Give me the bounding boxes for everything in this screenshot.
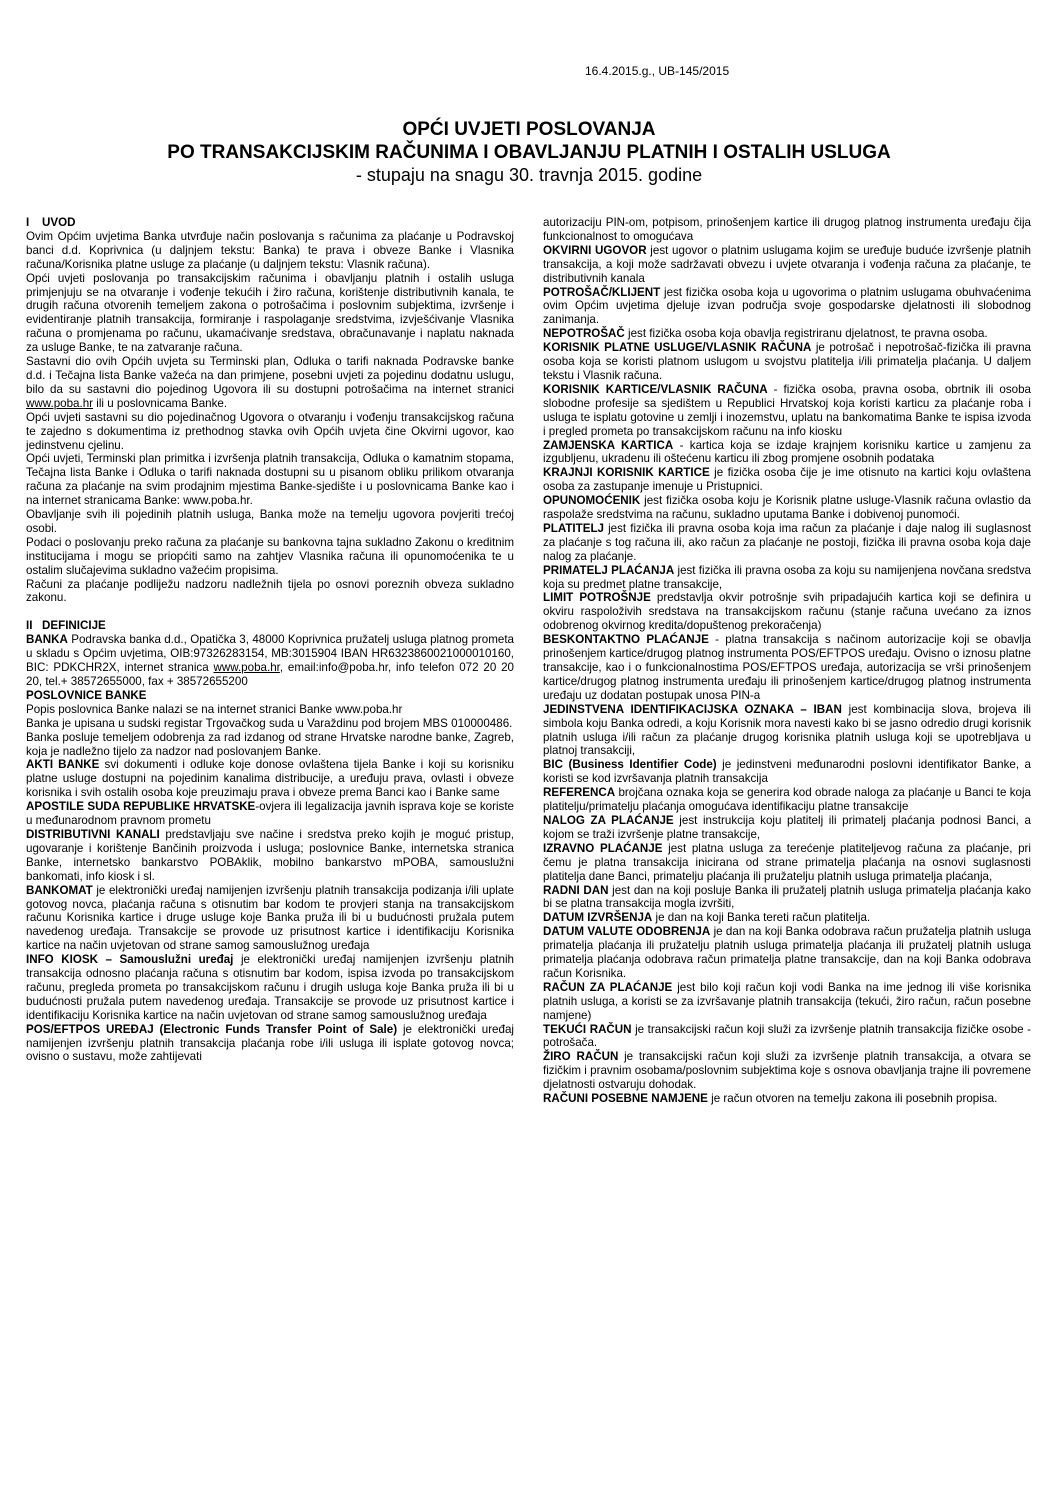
definition-iban: [543, 703, 1031, 759]
definition-okvirni-ugovor: [543, 244, 1031, 286]
paragraph: Banka posluje temeljem odobrenja za rad izdanog od strane Hrvatske narodne banke, Zagreb, koja je nadležno tijelo za nadzor nad poslovanjem Banke.: [26, 730, 514, 758]
definition-zamjenska-kartica: [543, 439, 1031, 467]
website-link[interactable]: www.poba.hr: [26, 396, 94, 410]
definition-text: Podravska banka d.d., Opatička 3, 48000 Koprivnica pružatelj usluga platnog prometa u skladu s Općim uvjetima, OIB:97326283154, MB:3015904 IBAN HR6323860021000010160, BIC: PDKCHR2X, internet stranica: [26, 633, 514, 675]
definition-platitelj: [543, 522, 1031, 564]
website-link[interactable]: www.poba.hr: [213, 661, 280, 675]
term: NALOG ZA PLAĆANJE: [543, 813, 674, 827]
term: NEPOTROŠAČ: [543, 327, 625, 341]
paragraph: Računi za plaćanje podliježu nadzoru nadležnih tijela po osnovi poreznih obveza sukladno zakonu.: [26, 577, 514, 605]
paragraph: Opći uvjeti sastavni su dio pojedinačnog Ugovora o otvaranju i vođenju transakcijskog računa te zajedno s dokumentima iz prethodnog stavka ovih Općih uvjeta čine Okvirni ugovor, kao jedinstvenu cjelinu.: [26, 410, 514, 452]
section-number: II: [26, 619, 33, 633]
term: POTROŠAČ/KLIJENT: [543, 285, 661, 299]
definition-text: svi dokumenti i odluke koje donose ovlaštena tijela Banke i koji su korisniku platne usluge dostupni na pojedinim kanalima distribucije, a uređuju prava, ovlasti i obveze korisnika i svih ostalih osoba koje preuzimaju prava i obveze prema Banci kao i Banke same: [26, 758, 514, 800]
definition-text: je dan na koji Banka tereti račun platitelja.: [652, 911, 871, 925]
term: PLATITELJ: [543, 521, 604, 535]
definition-racun-za-placanje: [543, 981, 1031, 1023]
definition-info-kiosk: [26, 953, 514, 1023]
section-heading-definicije: [26, 619, 514, 633]
term: BANKOMAT: [26, 883, 93, 897]
definition-beskontaktno: [543, 633, 1031, 703]
paragraph: Banka je upisana u sudski registar Trgovačkog suda u Varaždinu pod brojem MBS 010000486.: [26, 716, 513, 730]
effective-date: - stupaju na snagu 30. travnja 2015. godine: [355, 165, 703, 185]
term: IZRAVNO PLAĆANJE: [543, 841, 663, 855]
spacer: [26, 605, 514, 619]
section-number: I: [26, 216, 30, 229]
paragraph: Opći uvjeti, Terminski plan primitka i izvršenja platnih transakcija, Odluka o kamatnim stopama, Tečajna lista Banke i Odluka o tarifi naknada dostupni su u pisanom obliku prilikom otvaranja računa za plaćanje na svim prodajnim mjestima Banke-sjedište i u poslovnicama Banke kao i na internet stranicama Banke: www.poba.hr.: [26, 452, 514, 508]
term: DATUM IZVRŠENJA: [543, 911, 653, 925]
definition-text: jest platna usluga za terećenje platiteljevog računa za plaćanje, pri čemu je platna transakcija inicirana od strane primatelja plaćanja na osnovi suglasnosti platitelja dane Banci, primatelju plaćanja ili pružatelju platnih usluga primatelja plaćanja,: [543, 841, 1031, 883]
definition-opunomocenik: [543, 494, 1031, 522]
definition-distributivni-kanali: [26, 828, 514, 884]
term: OPUNOMOĆENIK: [543, 494, 641, 508]
term: RADNI DAN: [543, 883, 609, 897]
definition-izravno-placanje: [543, 842, 1031, 884]
paragraph-text: ili u poslovnicama Banke.: [93, 396, 228, 410]
term: JEDINSTVENA IDENTIFIKACIJSKA OZNAKA – IBAN: [543, 702, 842, 716]
title-block: [0, 118, 1058, 187]
term: POS/EFTPOS UREĐAJ (Electronic Funds Transfer Point of Sale): [26, 1022, 398, 1036]
term: BIC (Business Identifier Code): [543, 758, 717, 772]
paragraph: [26, 355, 514, 411]
definition-apostile: [26, 800, 514, 828]
definition-referenca: [543, 786, 1031, 814]
term: BESKONTAKTNO PLAĆANJE: [543, 633, 709, 647]
definition-text: -ovjera ili legalizacija javnih isprava koje se koriste u međunarodnom pravnom prometu: [26, 800, 514, 828]
definition-banka: [26, 633, 514, 689]
definition-radni-dan: [543, 884, 1031, 912]
paragraph: Obavljanje svih ili pojedinih platnih usluga, Banka može na temelju ugovora povjeriti trećoj osobi.: [26, 508, 514, 535]
term: AKTI BANKE: [26, 758, 100, 772]
term: DATUM VALUTE ODOBRENJA: [543, 925, 711, 939]
definition-nepotrosac: [543, 327, 1031, 341]
document-title: OPĆI UVJETI POSLOVANJA: [402, 119, 656, 140]
paragraph-continued: autorizaciju PIN-om, potpisom, prinošenjem kartice ili drugog platnog instrumenta uređaju čija funkcionalnost to omogućava: [543, 216, 1031, 243]
term: OKVIRNI UGOVOR: [543, 243, 647, 257]
definition-text: je elektronički uređaj namijenjen izvršenju platnih transakcija podizanja i/ili uplate gotovog novca, plaćanja računa s otisnutim bar kodom te provjeri stanja na transakcijskom računu Korisnika kartice i druge usluge koje Banka pruža ili bi u budućnosti pružala putem navedenog uređaja. Transakcije se provode uz prisutnost kartice i identifikaciju Korisnika kartice na način uvjetovan od strane samog samouslužnog uređaja: [26, 883, 514, 953]
definition-tekuci-racun: [543, 1023, 1031, 1051]
paragraph: Popis poslovnica Banke nalazi se na internet stranici Banke www.poba.hr: [26, 702, 403, 716]
term: APOSTILE SUDA REPUBLIKE HRVATSKE: [26, 800, 256, 814]
term: ZAMJENSKA KARTICA: [543, 438, 674, 452]
term: TEKUĆI RAČUN: [543, 1022, 632, 1036]
definition-krajnji-korisnik: [543, 466, 1031, 494]
definition-text: je fizička osoba čije je ime otisnuto na kartici koju ovlaštena osoba za zastupanje imenuje u Pristupnici.: [543, 466, 1031, 494]
term: INFO KIOSK – Samouslužni uređaj: [26, 953, 234, 967]
definition-text: predstavlja okvir potrošnje svih pripadajućih kartica koji se definira u okviru raspoloživih sredstava na transakcijskom računu (stanje računa uvećano za iznos odobrenog okvirnog kredita/dopuštenog prekoračenja): [543, 591, 1031, 633]
term: REFERENCA: [543, 786, 616, 800]
definition-text: je račun otvoren na temelju zakona ili posebnih propisa.: [707, 1092, 998, 1106]
definition-text: je transakcijski račun koji služi za izvršenje platnih transakcija, a otvara se fizičkim i pravnim osobama/poslovnim subjektima koje s osnova obavljanja trajne ili povremene djelatnosti ostvaruju dohodak.: [543, 1050, 1031, 1092]
definition-racuni-posebne-namjene: [543, 1092, 1031, 1106]
definition-text: je transakcijski račun koji služi za izvršenje platnih transakcija fizičke osobe - potrošača.: [543, 1022, 1031, 1050]
definition-text: - platna transakcija s načinom autorizacije koji se obavlja prinošenjem kartice/drugog platnog instrumenta POS/EFTPOS uređaju. Ovisno o iznosu platne transakcije, kao i o funkcionalnostima POS/EFTPOS uređaja, autorizacija se vrši prinošenjem kartice/drugog platnog instrumenta uređaju ili prinošenjem kartice/drugog platnog instrumenta uređaju uz dodatan postupak unosa PIN-a: [543, 633, 1032, 702]
term: LIMIT POTROŠNJE: [543, 591, 651, 605]
definition-datum-valute: [543, 925, 1031, 981]
definition-ziro-racun: [543, 1050, 1031, 1092]
term: RAČUN ZA PLAĆANJE: [543, 980, 673, 994]
definition-limit-potrosnje: [543, 591, 1031, 633]
term: DISTRIBUTIVNI KANALI: [26, 827, 160, 841]
definition-text: jest kombinacija slova, brojeva ili simbola koju Banka odredi, a koju Korisnik mora navesti kako bi se jasno odredio drugi korisnik platnih usluga i/ili račun za plaćanje drugog korisnika platnih usluga koji se upotrebljava u platnoj transakciji,: [543, 702, 1032, 758]
section-title: UVOD: [42, 216, 76, 229]
term: ŽIRO RAČUN: [543, 1050, 619, 1064]
definition-text: jest bilo koji račun koji vodi Banka na ime jednog ili više korisnika platnih usluga, a koristi se za izvršavanje platnih transakcija (tekući, žiro račun, račun posebne namjene): [543, 980, 1031, 1022]
term-poslovnice: POSLOVNICE BANKE: [26, 688, 147, 702]
definition-text: jest fizička osoba koju je Korisnik platne usluge-Vlasnik računa ovlastio da raspolaže sredstvima na računu, sukladno uputama Banke i dobivenoj punomoći.: [543, 494, 1031, 522]
term: KORISNIK PLATNE USLUGE/VLASNIK RAČUNA: [543, 341, 812, 355]
definition-akti: [26, 758, 514, 800]
definition-text: jest instrukcija koju platitelj ili primatelj plaćanja podnosi Banci, a kojom se traži izvršenje platne transakcije,: [543, 813, 1031, 841]
definition-text: je dan na koji Banka odobrava račun pružatelja platnih usluga primatelja plaćanja ili pružatelju platnih usluga primatelja plaćanja ili pružatelj platnih usluga primatelja plaćanja odobrava račun primatelja platne transakcije, dan na koji Banka odobrava račun Korisnika.: [543, 925, 1031, 980]
definition-text: jest fizička osoba koja obavlja registriranu djelatnost, te pravna osoba.: [624, 327, 988, 341]
term: PRIMATELJ PLAĆANJA: [543, 563, 675, 577]
right-column: [543, 216, 1031, 1106]
paragraph: Ovim Općim uvjetima Banka utvrđuje način poslovanja s računima za plaćanje u Podravskoj banci d.d. Koprivnica (u daljnjem tekstu: Banka) te prava i obveze Banke i Vlasnika računa/Korisnika platne usluge za plaćanje (u daljnjem tekstu: Vlasnik računa).: [26, 229, 514, 271]
document-subtitle: PO TRANSAKCIJSKIM RAČUNIMA I OBAVLJANJU PLATNIH I OSTALIH USLUGA: [167, 142, 891, 163]
document-reference: 16.4.2015.g., UB-145/2015: [585, 64, 730, 78]
definition-text: jest fizička ili pravna osoba koja ima račun za plaćanje i daje nalog ili suglasnost za plaćanje s tog računa ili, ako račun za plaćanje ne postoji, fizička ili pravna osoba koja daje nalog za plaćanje.: [543, 521, 1031, 563]
definition-text: jest fizička ili pravna osoba za koju su namijenjena novčana sredstva koja su predmet platne transakcije,: [543, 563, 1031, 591]
section-heading-uvod: [26, 216, 514, 230]
definition-text: je potrošač i nepotrošač-fizička ili pravna osoba koja se koristi platnom uslugom u svojstvu platitelja i/ili primatelja plaćanja. U daljem tekstu i Vlasnik računa.: [543, 341, 1031, 382]
definition-text: jest fizička osoba koja u ugovorima o platnim uslugama obuhvaćenima ovim Općim uvjetima djeluje izvan područja svoje gospodarske djelatnosti ili slobodnog zanimanja.: [543, 285, 1031, 327]
term: RAČUNI POSEBNE NAMJENE: [543, 1092, 708, 1106]
paragraph: Opći uvjeti poslovanja po transakcijskim računima i obavljanju platnih i ostalih usluga primjenjuju se na otvaranje i vođenje tekućih i žiro računa, korištenje distributivnih kanala, te drugih računa otvorenih temeljem zakona o potrošačima i poslovnim subjektima, izvršenje i evidentiranje platnih transakcija, formiranje i raspolaganje sredstvima, izvješćivanje Vlasnika računa o promjenama po računu, ukamaćivanje sredstava, obračunavanje i naplatu naknada za usluge Banke, te na zatvaranje računa.: [26, 271, 514, 355]
definition-text: je jedinstveni međunarodni poslovni identifikator Banke, a koristi se kod izvršavanja platnih transakcija: [543, 758, 1031, 786]
definition-primatelj: [543, 564, 1031, 592]
paragraph: Podaci o poslovanju preko računa za plaćanje su bankovna tajna sukladno Zakonu o kreditnim institucijama i mogu se priopćiti samo na zahtjev Vlasnika računa ili opunomoćenika te u ostalim slučajevima sukladno važećim propisima.: [26, 535, 514, 577]
section-title: DEFINICIJE: [42, 619, 106, 633]
definition-text: predstavljaju sve načine i sredstva preko kojih je moguć pristup, ugovaranje i korištenje Bančinih proizvoda i usluga; poslovnice Banke, internetska stranica Banke, internetsko bankarstvo POBAklik, mobilno bankarstvo mPOBA, samouslužni bankomati, info kiosk i sl.: [26, 827, 514, 883]
definition-text: , email:info@poba.hr, info telefon 072 20 20 20, tel.+ 38572655000, fax + 38572655200: [26, 661, 514, 688]
definition-bankomat: [26, 884, 514, 954]
definition-korisnik-platne-usluge: [543, 341, 1031, 383]
definition-nalog: [543, 814, 1031, 842]
left-column: [26, 216, 514, 1064]
definition-text: - fizička osoba, pravna osoba, obrtnik ili osoba slobodne profesije sa sjedištem u Republici Hrvatskoj koja koristi karticu za plaćanje roba i usluga te isplatu gotovine u zemlji i inozemstvu, uplatu na bankomatima Banke te ispisa izvoda i pregled prometa po transakcijskom računu na info kiosku: [543, 382, 1031, 438]
definition-potrosac: [543, 286, 1031, 328]
definition-bic: [543, 758, 1031, 786]
definition-datum-izvrsenja: [543, 911, 1031, 925]
definition-text: - kartica koja se izdaje krajnjem korisniku kartice u zamjenu za izgubljenu, ukradenu ili oštećenu karticu ili zbog promjene osobnih podataka: [543, 438, 1032, 466]
definition-pos-eftpos: [26, 1023, 514, 1065]
definition-text: jest dan na koji posluje Banka ili pružatelj platnih usluga primatelja plaćanja kako bi se platna transakcija mogla izvršiti,: [543, 883, 1031, 911]
term: KORISNIK KARTICE/VLASNIK RAČUNA: [543, 382, 768, 396]
definition-korisnik-kartice: [543, 383, 1031, 439]
paragraph-text: Sastavni dio ovih Općih uvjeta su Terminski plan, Odluka o tarifi naknada Podravske banke d.d. i Tečajna lista Banke važeća na dan primjene, posebni uvjeti za pojedinu dodatnu uslugu, bilo da su sastavni dio pojedinog Ugovora ili su dostupni potrošačima na internet stranici: [26, 355, 514, 396]
term: BANKA: [26, 633, 68, 647]
term: KRAJNJI KORISNIK KARTICE: [543, 466, 710, 480]
definition-text: je elektronički uređaj namijenjen izvršenju platnih transakcija plaćanja robe i/ili usluga ili isplate gotovog novca; ovisno o sustavu, može zahtijevati: [26, 1022, 514, 1064]
definition-text: jest ugovor o platnim uslugama kojim se uređuje buduće izvršenje platnih transakcija, a koji može sadržavati obvezu i uvjete otvaranja i vođenja računa za plaćanje, te distributivnih kanala: [543, 243, 1032, 285]
definition-text: je elektronički uređaj namijenjen izvršenju platnih transakcija odnosno plaćanja računa s otisnutim bar kodom, ispisa izvoda po transakcijskom računu, pregleda prometa po transakcijskom računu i drugih usluga koje Banka pruža ili bi u budućnosti pružala putem navedenog uređaja. Transakcije se provode uz prisutnost kartice i identifikaciju Korisnika kartice na način uvjetovan od strane samog samouslužnog uređaja: [26, 953, 514, 1022]
definition-text: brojčana oznaka koja se generira kod obrade naloga za plaćanje u Banci te koja platitelju/primatelju plaćanja omogućava identifikaciju platne transakcije: [543, 786, 1031, 814]
